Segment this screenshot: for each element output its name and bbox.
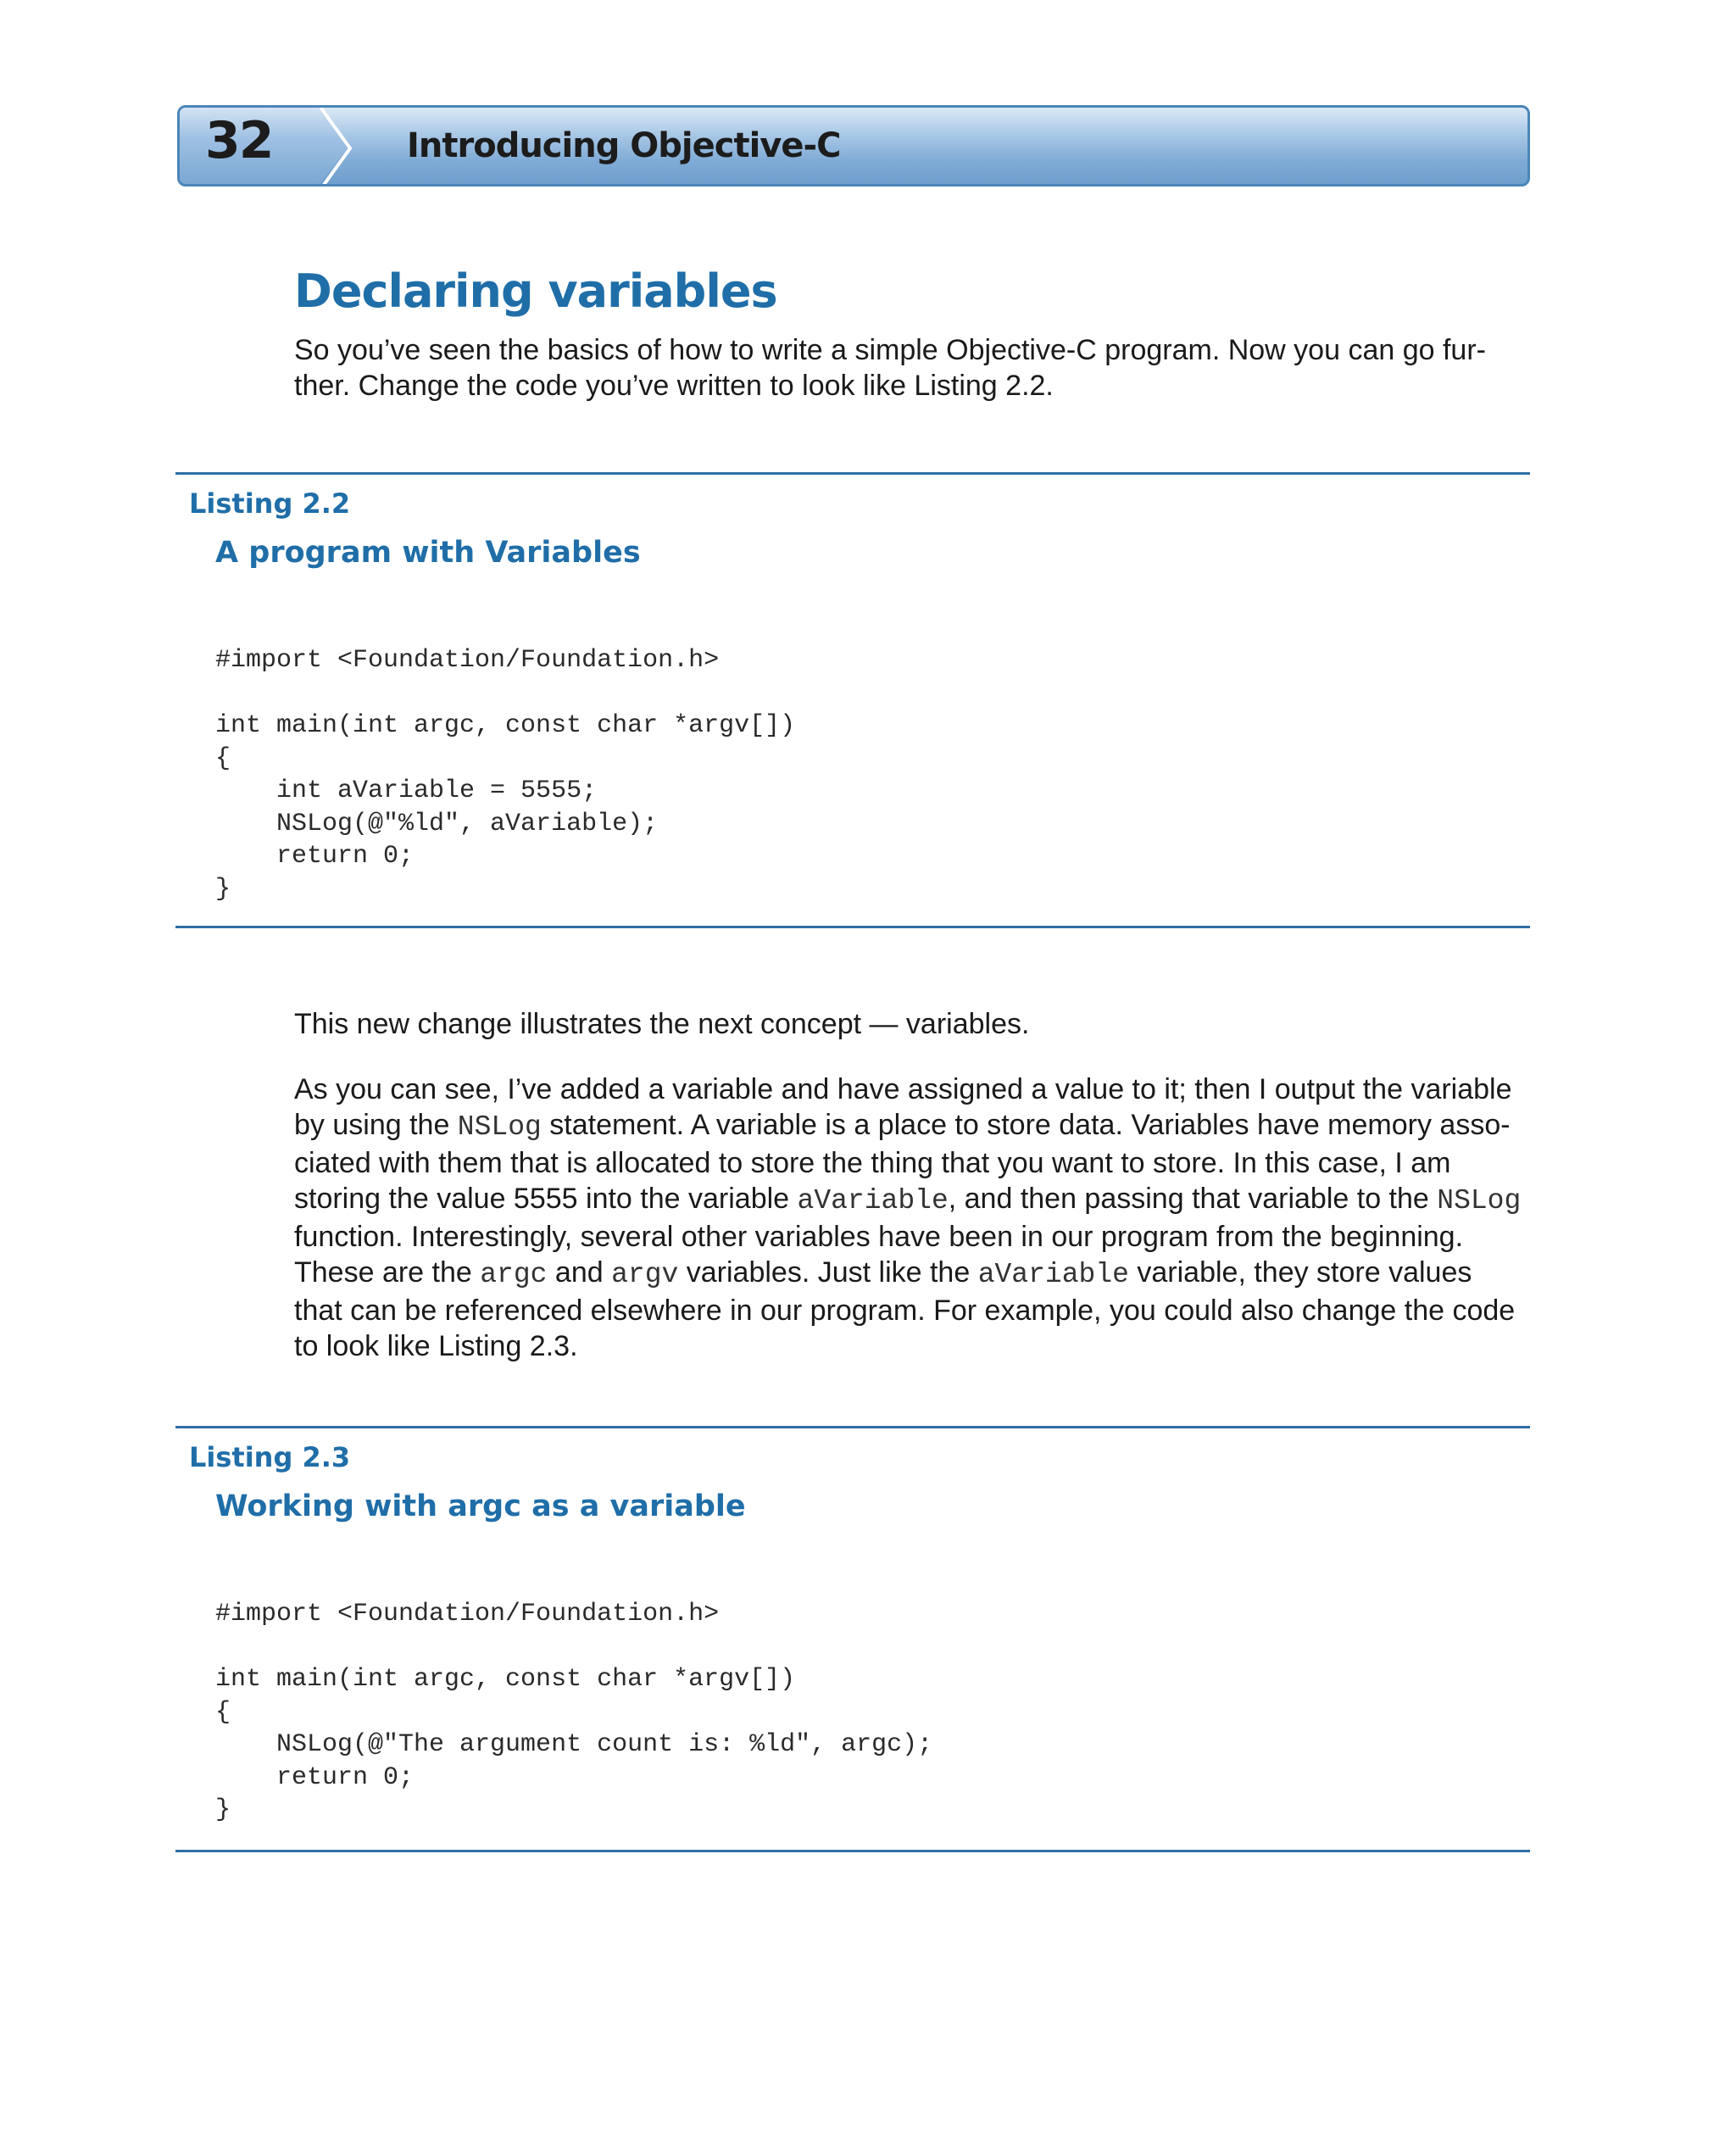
listing-2-2 <box>175 472 1530 928</box>
code-line: } <box>215 1795 231 1824</box>
code-line: int main(int argc, const char *argv[]) <box>215 1665 796 1694</box>
body-text-run: and <box>547 1256 612 1289</box>
code-line: #import <Foundation/Foundation.h> <box>215 646 720 675</box>
section-heading: Declaring variables <box>294 264 777 318</box>
inline-code: NSLog <box>457 1111 542 1143</box>
code-line <box>215 1631 932 1664</box>
inline-code: argv <box>611 1259 679 1290</box>
body-text-run: variables. Just like the <box>678 1256 978 1289</box>
running-header <box>177 105 1530 187</box>
code-line: } <box>215 874 231 904</box>
body-text-run: As you can see, I’ve added a variable and have assigned a value to it; then I output the variable by using the <box>294 1073 1512 1141</box>
code-block <box>215 1598 932 1827</box>
inline-code: argc <box>480 1259 548 1290</box>
inline-code: aVariable <box>797 1185 949 1216</box>
body-text-run: , and then passing that variable to the <box>948 1183 1438 1215</box>
code-line: int aVariable = 5555; <box>215 777 598 805</box>
listing-label: Listing 2.2 <box>189 487 351 520</box>
body-paragraph <box>294 1072 1523 1364</box>
code-block <box>215 644 795 905</box>
inline-code: aVariable <box>977 1259 1129 1290</box>
listing-title: Working with argc as a variable <box>215 1489 746 1523</box>
chapter-title: Introducing Objective-C <box>407 126 841 165</box>
inline-code: NSLog <box>1437 1185 1522 1216</box>
code-line: { <box>215 743 231 773</box>
code-line: { <box>215 1697 231 1727</box>
code-line: NSLog(@"The argument count is: %ld", argc); <box>215 1730 933 1759</box>
code-line: #import <Foundation/Foundation.h> <box>215 1600 720 1628</box>
header-chevron-divider <box>320 106 353 187</box>
code-line: return 0; <box>215 1762 415 1792</box>
code-line <box>215 677 795 710</box>
listing-title: A program with Variables <box>215 536 641 570</box>
listing-2-3 <box>175 1426 1530 1852</box>
body-text-run: function. Interestingly, several other variables have been in our program from the beginning. These are the <box>294 1221 1464 1289</box>
page-number: 32 <box>205 111 273 170</box>
body-text-run: statement. A variable is a place to store data. Variables have memory asso-ciated with them that is allocated to store the thing that you want to store. In this case, I am storing the value 5555 into the variable <box>294 1109 1511 1215</box>
code-line: return 0; <box>215 842 415 871</box>
body-text-run: variable, they store values that can be referenced elsewhere in our program. For example, you could also change the code to look like Listing 2.3. <box>294 1256 1516 1362</box>
body-paragraph: This new change illustrates the next concept — variables. <box>294 1008 1030 1040</box>
listing-label: Listing 2.3 <box>189 1441 351 1473</box>
intro-paragraph: So you’ve seen the basics of how to write a simple Objective-C program. Now you can go fur-ther. Change the code you’ve written to look like Listing 2.2. <box>294 334 1486 402</box>
code-line: int main(int argc, const char *argv[]) <box>215 711 796 740</box>
code-line: NSLog(@"%ld", aVariable); <box>215 809 659 838</box>
